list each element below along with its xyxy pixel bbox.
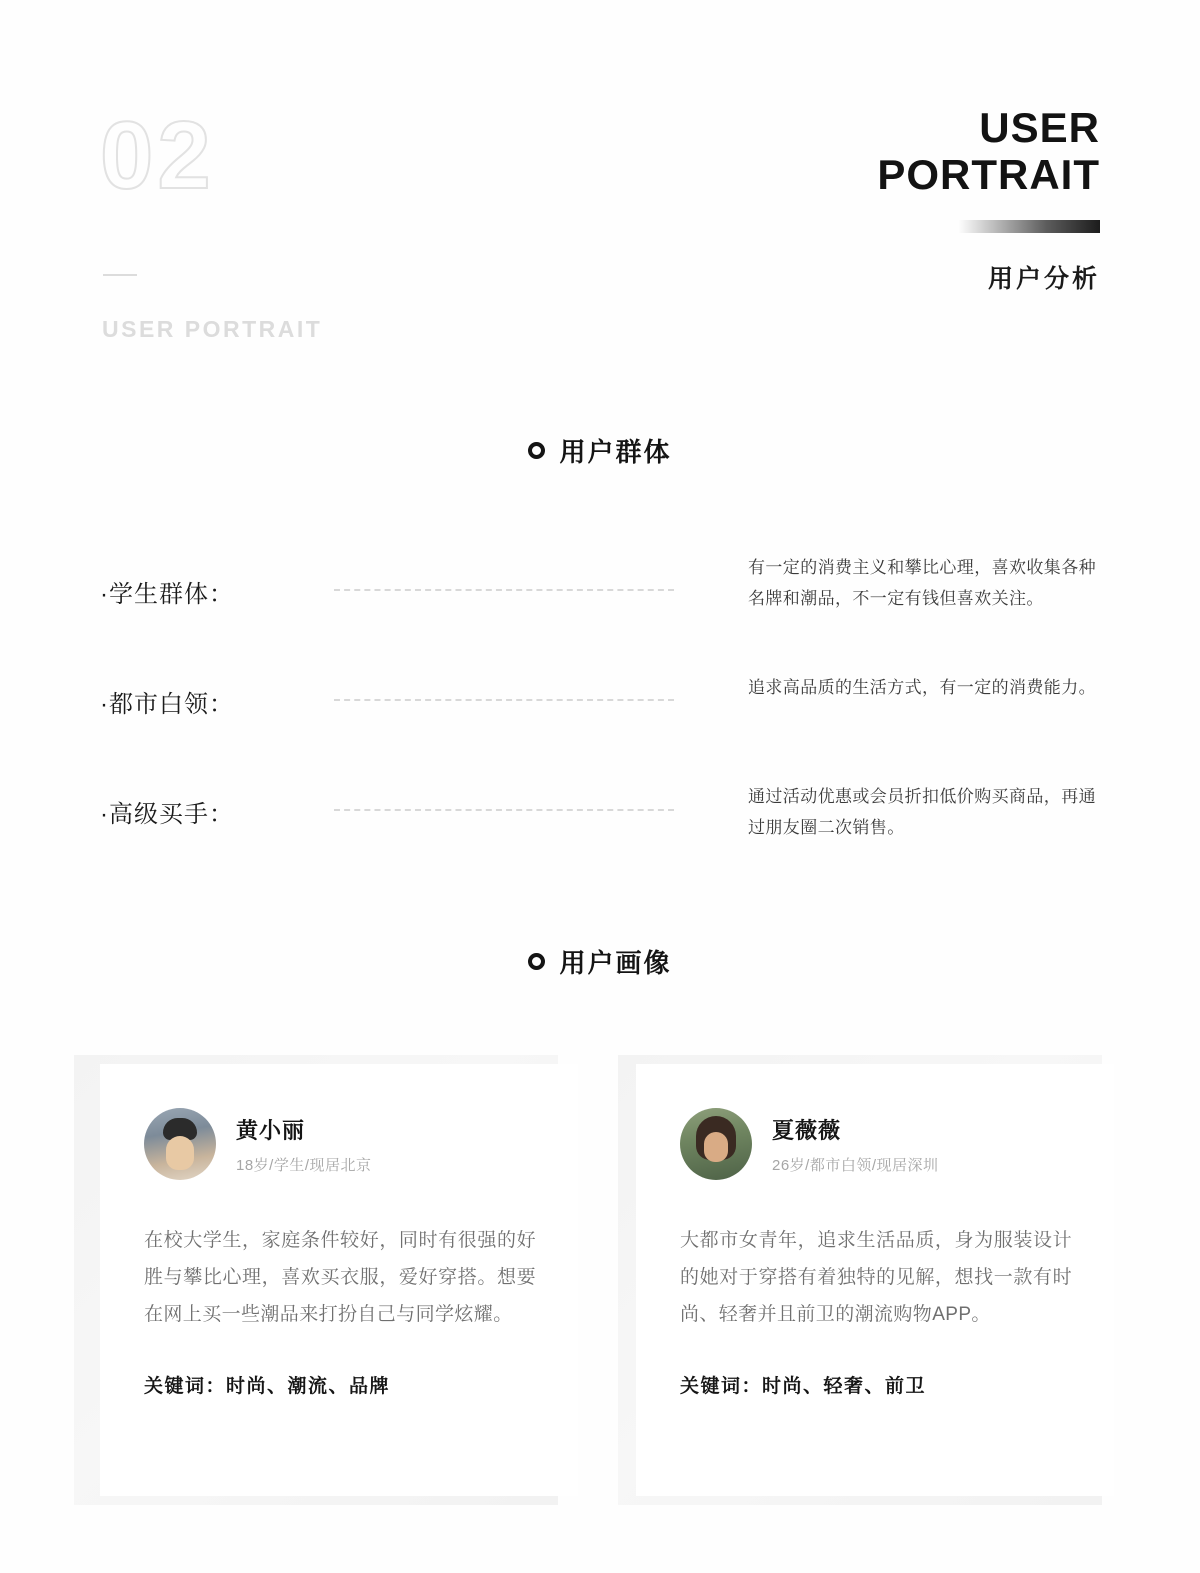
page-title-en-line1: USER [979,104,1100,151]
persona-card-header [680,1108,1072,1180]
group-description: 追求高品质的生活方式，有一定的消费能力。 [748,678,1096,697]
persona-name: 夏薇薇 [772,1117,842,1143]
group-description: 有一定的消费主义和攀比心理，喜欢收集各种名牌和潮品，不一定有钱但喜欢关注。 [748,558,1096,609]
persona-meta: 26岁/都市白领/现居深圳 [772,1156,939,1174]
persona-description: 在校大学生，家庭条件较好，同时有很强的好胜与攀比心理，喜欢买衣服，爱好穿搭。想要在网上买一些潮品来打扮自己与同学炫耀。 [144,1230,536,1326]
persona-card-list [0,1055,1200,1505]
avatar [144,1108,216,1180]
persona-keywords: 关键词：时尚、潮流、品牌 [144,1376,391,1398]
persona-card-header [144,1108,536,1180]
list-item [0,552,1200,662]
ring-icon [528,953,545,970]
persona-keywords: 关键词：时尚、轻奢、前卫 [680,1376,927,1398]
persona-identity [772,1114,939,1175]
group-description: 通过活动优惠或会员折扣低价购买商品，再通过朋友圈二次销售。 [748,787,1096,838]
page-header [0,0,1200,380]
section-number: 02 [100,102,215,209]
list-item [0,772,1200,882]
persona-description: 大都市女青年，追求生活品质，身为服装设计的她对于穿搭有着独特的见解，想找一款有时尚、轻奢并且前卫的潮流购物APP。 [680,1230,1072,1326]
dashed-connector [334,809,674,811]
persona-card [636,1064,1114,1496]
title-gradient-rule [958,220,1100,233]
persona-card-shadow [74,1055,558,1505]
page-title-en-line2: PORTRAIT [877,151,1100,199]
section-subtitle-en: USER PORTRAIT [102,316,323,342]
section-heading-user-persona [0,943,1200,980]
section-heading-label: 用户画像 [559,948,672,978]
persona-meta: 18岁/学生/现居北京 [236,1156,372,1174]
section-heading-label: 用户群体 [559,437,672,467]
persona-card [100,1064,578,1496]
user-group-list [0,552,1200,882]
group-label: ·学生群体： [100,581,234,608]
divider-dash [103,274,137,276]
dashed-connector [334,589,674,591]
avatar [680,1108,752,1180]
group-label: ·高级买手： [100,801,234,828]
dashed-connector [334,699,674,701]
page-title-cn: 用户分析 [987,265,1100,294]
header-title-block [580,104,1100,295]
section-heading-user-group [0,432,1200,469]
persona-name: 黄小丽 [236,1117,306,1143]
persona-card-shadow [618,1055,1102,1505]
persona-identity [236,1114,372,1175]
list-item [0,662,1200,772]
ring-icon [528,442,545,459]
group-label: ·都市白领： [100,691,234,718]
